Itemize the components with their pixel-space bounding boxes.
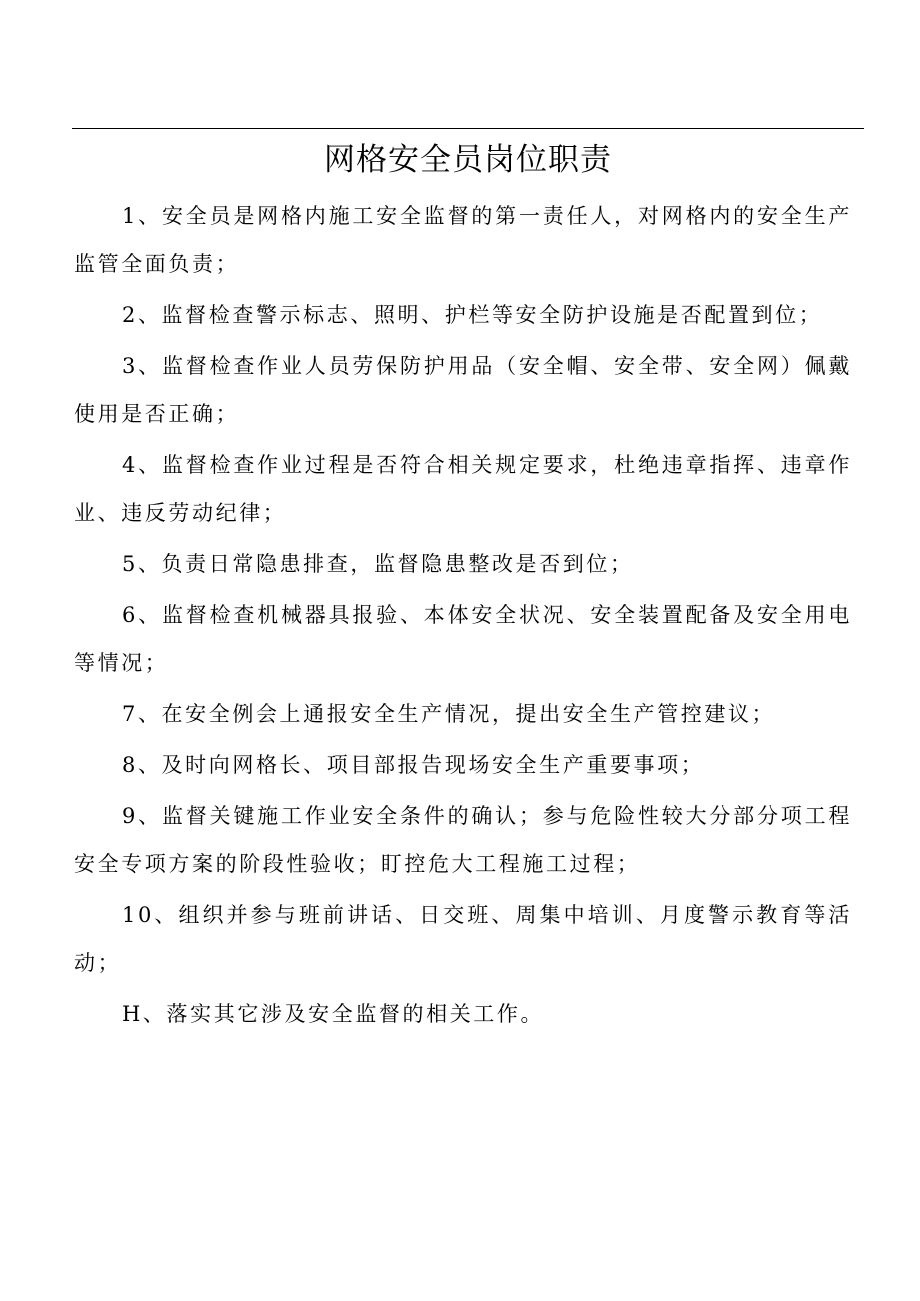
duty-item-7: 7、在安全例会上通报安全生产情况，提出安全生产管控建议； xyxy=(122,702,776,726)
duty-item-2: 2、监督检查警示标志、照明、护栏等安全防护设施是否配置到位； xyxy=(122,303,823,327)
document-title: 网格安全员岗位职责 xyxy=(324,142,612,178)
duty-item-10: 10、组织并参与班前讲话、日交班、周集中培训、月度警示教育等活动； xyxy=(74,903,852,975)
duty-item-6: 6、监督检查机械器具报验、本体安全状况、安全装置配备及安全用电等情况； xyxy=(74,603,852,675)
header-rule xyxy=(72,128,864,129)
duty-list xyxy=(74,192,852,1041)
duty-item-1: 1、安全员是网格内施工安全监督的第一责任人，对网格内的安全生产监管全面负责； xyxy=(74,204,852,276)
duty-item-5: 5、负责日常隐患排查，监督隐患整改是否到位； xyxy=(122,552,634,576)
duty-item-8: 8、及时向网格长、项目部报告现场安全生产重要事项； xyxy=(122,753,705,777)
duty-item-3: 3、监督检查作业人员劳保防护用品（安全帽、安全带、安全网）佩戴使用是否正确； xyxy=(74,354,852,426)
duty-item-4: 4、监督检查作业过程是否符合相关规定要求，杜绝违章指挥、违章作业、违反劳动纪律； xyxy=(74,453,852,525)
duty-item-11: H、落实其它涉及安全监督的相关工作。 xyxy=(122,1002,545,1026)
duty-item-9: 9、监督关键施工作业安全条件的确认；参与危险性较大分部分项工程安全专项方案的阶段性验收；盯控危大工程施工过程； xyxy=(74,804,852,876)
